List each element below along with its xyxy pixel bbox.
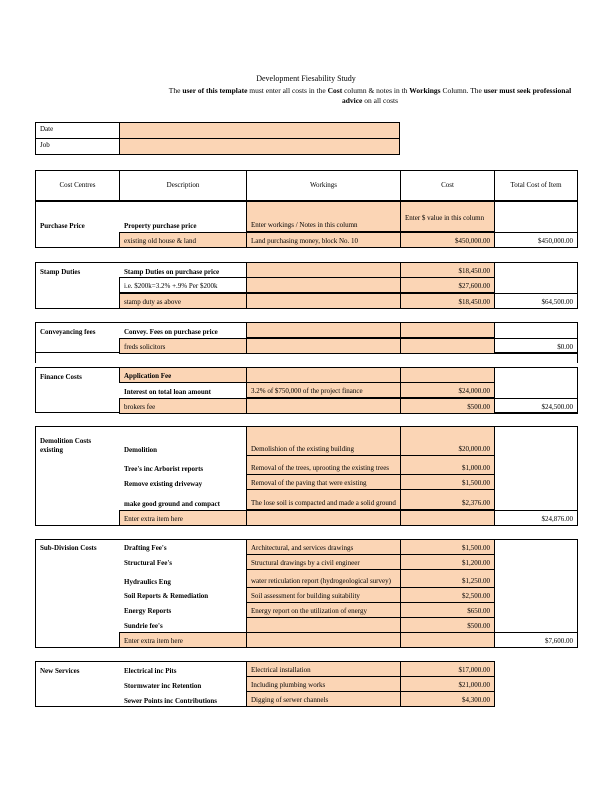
cost-cell[interactable]: $650.00 <box>400 602 495 618</box>
desc-cell: Hydraulics Eng <box>124 577 171 586</box>
workings-cell[interactable]: Enter workings / Notes in this column <box>246 201 401 232</box>
workings-cell[interactable]: Removal of the paving that were existing <box>246 474 401 490</box>
desc-cell: Energy Reports <box>124 606 172 615</box>
desc-cell[interactable]: Application Fee <box>119 367 247 383</box>
workings-cell[interactable]: Removal of the trees, uprooting the existing trees <box>246 455 401 475</box>
desc-cell: Sewer Points inc Contributions <box>124 696 218 705</box>
desc-cell: Structural Fee's <box>124 558 173 567</box>
cost-cell[interactable]: $1,200.00 <box>400 554 495 570</box>
workings-cell[interactable] <box>246 277 401 293</box>
cost-cell[interactable]: $17,000.00 <box>400 661 495 677</box>
cost-centre-stamp: Stamp Duties <box>40 267 81 276</box>
desc-cell[interactable]: existing old house & land <box>119 232 247 248</box>
cost-centre-demolition: Demolition Costs existing <box>40 437 92 454</box>
workings-cell[interactable] <box>246 510 401 526</box>
total-cell: $7,600.00 <box>494 632 578 648</box>
cost-cell[interactable] <box>400 510 495 526</box>
workings-cell[interactable]: 3.2% of $750,000 of the project finance <box>246 382 401 398</box>
job-label-cell: Job <box>35 138 120 155</box>
workings-cell[interactable]: Including plumbing works <box>246 676 401 692</box>
desc-cell: Stamp Duties on purchase price <box>124 267 220 276</box>
workings-cell[interactable] <box>246 632 401 648</box>
cost-cell[interactable] <box>400 367 495 383</box>
cost-cell[interactable]: $27,600.00 <box>400 277 495 293</box>
cost-cell[interactable]: $1,000.00 <box>400 455 495 475</box>
total-cell: $24,500.00 <box>494 398 578 414</box>
grid-line <box>35 353 36 363</box>
header-workings: Workings <box>246 170 401 201</box>
workings-cell[interactable] <box>246 367 401 383</box>
cost-cell[interactable]: $500.00 <box>400 617 495 633</box>
cost-cell[interactable]: $1,500.00 <box>400 474 495 490</box>
document-title: Development Fiesability Study <box>256 74 356 83</box>
desc-cell: Drafting Fee's <box>124 543 167 552</box>
desc-cell[interactable]: Enter extra item here <box>119 632 247 648</box>
cost-cell[interactable]: $500.00 <box>400 398 495 414</box>
cost-cell[interactable]: $20,000.00 <box>400 426 495 456</box>
header-cost: Cost <box>400 170 495 201</box>
job-field[interactable] <box>119 138 400 155</box>
desc-cell[interactable]: stamp duty as above <box>119 293 247 309</box>
total-cell: $24,876.00 <box>494 510 578 526</box>
header-description: Description <box>119 170 247 201</box>
cost-cell[interactable]: $21,000.00 <box>400 676 495 692</box>
workings-cell[interactable]: The lose soil is compacted and made a solid ground <box>246 489 401 510</box>
desc-cell[interactable]: brokers fee <box>119 398 247 414</box>
desc-cell: Interest on total loan amount <box>124 387 211 396</box>
grid-line <box>577 353 578 363</box>
cost-cell[interactable] <box>400 322 495 338</box>
cost-cell[interactable]: $2,500.00 <box>400 587 495 603</box>
header-cost-centres: Cost Centres <box>35 170 120 201</box>
desc-cell[interactable]: freds solicitors <box>119 338 247 354</box>
cost-centre-services: New Services <box>40 666 80 675</box>
workings-cell[interactable]: Structural drawings by a civil engineer <box>246 554 401 570</box>
cost-cell[interactable]: $4,300.00 <box>400 691 495 707</box>
total-cell: $450,000.00 <box>494 232 578 248</box>
cost-centre-subdivision: Sub-Division Costs <box>40 543 97 552</box>
total-cell: $0.00 <box>494 338 578 354</box>
workings-cell[interactable]: Land purchasing money, block No. 10 <box>246 232 401 248</box>
cost-cell[interactable] <box>400 338 495 354</box>
cost-cell[interactable]: $1,500.00 <box>400 539 495 555</box>
desc-cell: Convey. Fees on purchase price <box>124 327 218 336</box>
workings-cell[interactable]: Soil assessment for building suitability <box>246 587 401 603</box>
workings-cell[interactable]: water reticulation report (hydrogeological survey) <box>246 569 401 588</box>
desc-cell: Sundrie fee's <box>124 621 163 630</box>
date-label-cell: Date <box>35 122 120 139</box>
instructions: The user of this template must enter all costs in the Cost column & notes in th Workings Column. The user must seek professional advice on all costs <box>168 86 572 105</box>
workings-cell[interactable] <box>246 338 401 354</box>
desc-cell[interactable]: Enter extra item here <box>119 510 247 526</box>
desc-cell: Property purchase price <box>124 221 197 230</box>
workings-cell[interactable] <box>246 322 401 338</box>
workings-cell[interactable]: Demolishion of the existing building <box>246 426 401 456</box>
workings-cell[interactable]: Electrical installation <box>246 661 401 677</box>
workings-cell[interactable]: Energy report on the utilization of energy <box>246 602 401 618</box>
desc-cell: Electrical inc Pits <box>124 666 177 675</box>
total-cell: $64,500.00 <box>494 293 578 309</box>
cost-cell[interactable]: $18,450.00 <box>400 262 495 278</box>
cost-centre-purchase: Purchase Price <box>40 221 85 230</box>
cost-cell[interactable]: $450,000.00 <box>400 232 495 248</box>
desc-cell: Soil Reports & Remediation <box>124 591 209 600</box>
workings-cell[interactable] <box>246 398 401 414</box>
cost-cell[interactable]: $1,250.00 <box>400 569 495 588</box>
cost-cell[interactable] <box>400 632 495 648</box>
cost-centre-finance: Finance Costs <box>40 372 82 381</box>
date-field[interactable] <box>119 122 400 139</box>
workings-cell[interactable] <box>246 262 401 278</box>
cost-cell[interactable]: $2,376.00 <box>400 489 495 510</box>
workings-cell[interactable] <box>246 293 401 309</box>
desc-cell: make good ground and compact <box>124 499 220 508</box>
desc-cell: Remove existing driveway <box>124 479 203 488</box>
desc-cell: Demolition <box>124 445 158 454</box>
cost-cell[interactable]: $18,450.00 <box>400 293 495 309</box>
cost-cell[interactable]: $24,000.00 <box>400 382 495 398</box>
workings-cell[interactable] <box>246 617 401 633</box>
desc-cell: i.e. $200k=3.2% +.9% Per $200k <box>119 277 247 293</box>
desc-cell: Tree's inc Arborist reports <box>124 464 204 473</box>
cost-centre-convey: Conveyancing fees <box>40 327 96 336</box>
header-total-cost: Total Cost of Item <box>494 170 578 201</box>
cost-cell[interactable]: Enter $ value in this column <box>400 201 495 232</box>
workings-cell[interactable]: Digging of serwer channels <box>246 691 401 707</box>
workings-cell[interactable]: Architectural, and services drawings <box>246 539 401 555</box>
desc-cell: Stormwater inc Retention <box>124 681 202 690</box>
